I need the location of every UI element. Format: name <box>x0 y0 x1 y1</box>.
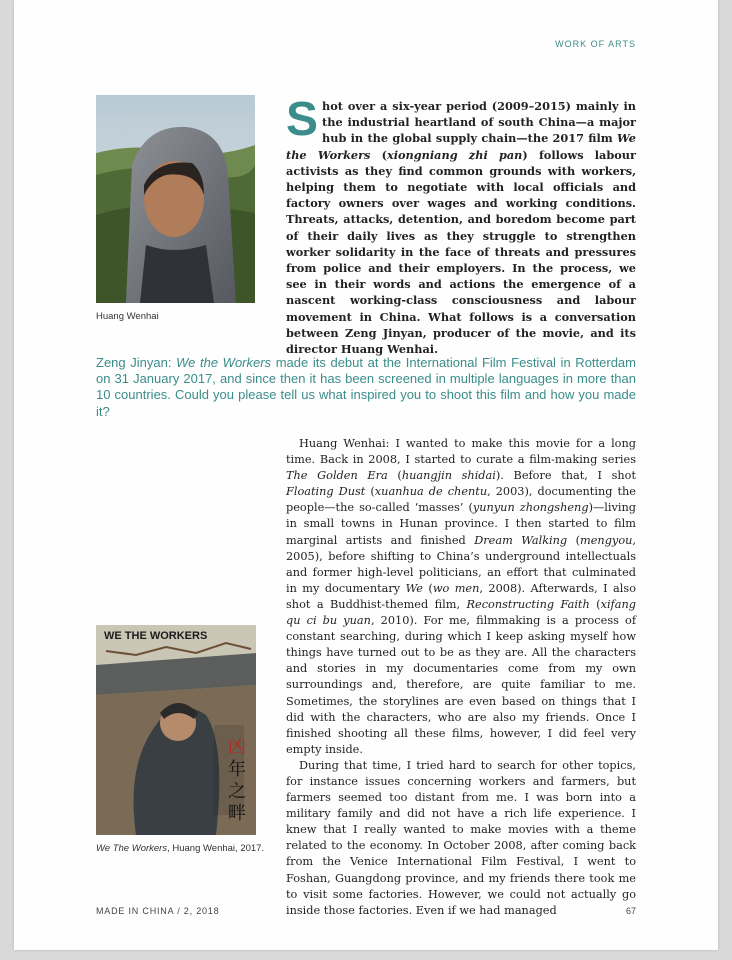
answer-paragraph-2: During that time, I tried hard to search for other topics, for instance issues concerning workers and farmers, but farmers seemed too distant from me. I was born into a military family and did not have a rich life experience. I knew that I really wanted to make movies with a theme related to the economy. In October 2008, after coming back from the Venice International Film Festival, I went to Foshan, Guangdong province, and my friends there took me to visit some factories. However, we could not actually go inside those factories. Even if we had managed <box>286 758 636 917</box>
magazine-page <box>14 0 718 950</box>
intro-film-title: We the Workers <box>286 131 636 162</box>
intro-text: ) follows labour activists as they find common grounds with workers, helping them to negotiate with local officials and factory owners over wages and working conditions. Threats, attacks, detention, and boredom become part of their daily lives as they struggle to strengthen worker solidarity in the face of threats and pressures from police and their employers. In the process, we see in their words and actions the emergence of a nascent working-class consciousness and labour movement in China. What follows is a conversation between Zeng Jinyan, producer of the movie, and its director Huang Wenhai. <box>286 147 636 357</box>
question-film-title: We the Workers <box>176 355 272 370</box>
poster-char: 年 <box>228 759 246 780</box>
section-label: WORK OF ARTS <box>555 39 636 49</box>
film-poster <box>96 625 256 835</box>
question-speaker: Zeng Jinyan: <box>96 355 177 370</box>
poster-char: 凶 <box>228 737 246 758</box>
intro-text: ( <box>370 147 387 162</box>
answer-paragraph-1: Huang Wenhai: I wanted to make this movie for a long time. Back in 2008, I started to curate a film-making series The Golden Era (huangjin shidai). Before that, I shot Floating Dust (xuanhua de chentu, 2003), documenting the people—the so-called ‘masses’ (yunyun zhongsheng)—living in small towns in Hunan province. I then started to film marginal artists and finished Dream Walking (mengyou, 2005), before shifting to China’s underground intellectuals and former high-level politicians, an effort that culminated in my documentary We (wo men, 2008). Afterwards, I also shot a Buddhist-themed film, Reconstructing Faith (xifang qu ci bu yuan, 2010). For me, filmmaking is a process of constant searching, during which I keep asking myself how things have turned out to be as they are. All the characters and stories in my documentaries come from my own surroundings and, therefore, are quite familiar to me. Sometimes, the storylines are even based on things that I did with the characters, who are also my friends. Once I finished shooting all these films, however, I did feel very empty inside. <box>286 437 636 756</box>
portrait-photo <box>96 95 255 303</box>
poster-caption: We The Workers, Huang Wenhai, 2017. <box>96 843 265 854</box>
intro-text: hot over a six-year period (2009–2015) mainly in the industrial heartland of south China—a major hub in the global supply chain—the 2017 film <box>322 99 636 146</box>
interview-answer <box>286 436 636 919</box>
intro-paragraph <box>286 93 636 357</box>
drop-cap: S <box>286 93 319 146</box>
portrait-caption: Huang Wenhai <box>96 311 159 322</box>
publication-footer: MADE IN CHINA / 2, 2018 <box>96 906 220 916</box>
page-number: 67 <box>625 906 636 916</box>
poster-char: 之 <box>228 781 246 802</box>
intro-film-title-cn: xiongniang zhi pan <box>386 147 523 162</box>
interview-question <box>96 355 636 420</box>
poster-char: 畔 <box>228 803 246 824</box>
question-text: made its debut at the International Film Festival in Rotterdam on 31 January 2017, and since then it has been screened in multiple languages in more than 10 countries. Could you please tell us what inspired you to shoot this film and how you made it? <box>96 355 636 419</box>
poster-title: WE THE WORKERS <box>104 630 208 642</box>
